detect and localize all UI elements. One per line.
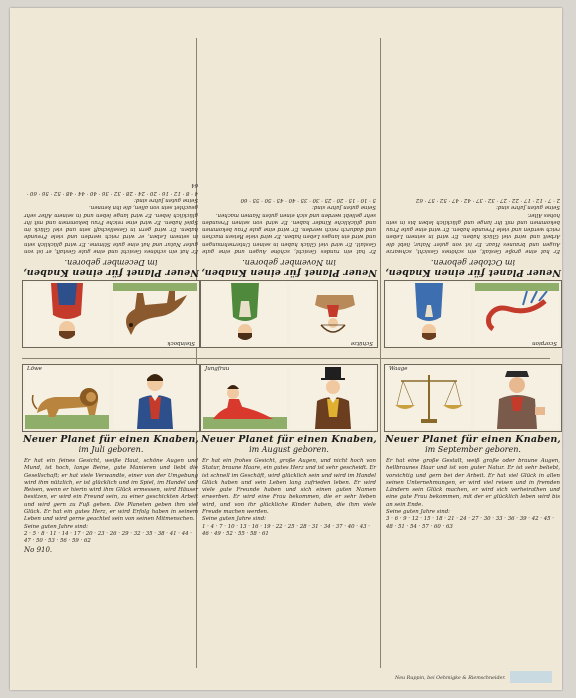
column-divider bbox=[380, 38, 381, 668]
good-years-list: 2 · 7 · 12 · 17 · 22 · 27 · 32 · 37 · 42 · 47 · 52 · 57 · 62 bbox=[416, 196, 560, 203]
good-years-list: 4 · 8 · 12 · 16 · 20 · 24 · 28 · 32 · 36 · 40 · 44 · 48 · 52 · 56 · 60 · 64 bbox=[26, 182, 198, 196]
panel-title: Neuer Planet für einen Knaben, im Juli geboren. bbox=[23, 434, 199, 454]
good-years-list: 3 · 6 · 9 · 12 · 15 · 18 · 21 · 24 · 27 · 30 · 33 · 36 · 39 · 42 · 45 · 48 · 51 · 54 · 57 · 60 · 63 bbox=[386, 516, 554, 530]
illustration-pair bbox=[384, 364, 562, 432]
boy-portrait-illustration bbox=[203, 283, 287, 345]
good-years-label: Seine guten Jahre sind: bbox=[202, 516, 267, 523]
virgin-sign-illustration bbox=[203, 367, 287, 429]
illustration-pair bbox=[200, 364, 378, 432]
panel-title: Neuer Planet für einen Knaben, im September geboren. bbox=[385, 434, 561, 454]
horoscope-text: Er hat ein feines Gesicht, weiße Haut, schöne Augen und Mund, ist hoch, lange Beine, gute Manieren und liebt die Gesellschaft; er hat viele Verwandte, einer von der Umgebung wird ihm nützlich, er ist glücklich und im Spiel, im Handel und Reisen, wenn er hierin wird ihm Glück ermessen, wird Häuser besitzen, er wird ein Freund sein, zu einer geschickten Arbeit und wird gern zu Fuß gehen. Die Planeten geben ihm viel Glück. Er hat ein gutes Herz, er wird Erfolg haben in seinem Leben und wird gerne geachtet sein von seinen Mitmenschen. bbox=[24, 458, 198, 523]
boy-portrait-illustration bbox=[25, 283, 109, 345]
panel-title: Neuer Planet für einen Knaben, im August geboren. bbox=[201, 434, 377, 454]
good-years-list: 2 · 5 · 8 · 11 · 14 · 17 · 20 · 23 · 26 · 29 · 32 · 35 · 38 · 41 · 44 · 47 · 50 · 53 · 56 · 59 · 62 bbox=[24, 530, 192, 545]
scorpion-sign-illustration bbox=[475, 283, 559, 345]
scales-sign-illustration bbox=[387, 367, 471, 429]
horoscope-text: Er hat eine große Gestalt, ein schönes Gesicht, schwarze Augen und braunes Haar. Er ist von guter Natur, liebt die Arbeit und wird viel Glück haben. Er wird in seinem Leben reich werden und viele Freunde haben. Er wird eine gute Frau bekommen und mit ihr lange und glücklich leben bis in sein hohes Alter. bbox=[386, 211, 560, 254]
panel-title: Neuer Planet für einen Knaben, im December geboren. bbox=[23, 258, 199, 278]
row-divider bbox=[22, 358, 550, 359]
printer-imprint: Neu Ruppin, bei Oehmigke & Riemschneider. bbox=[395, 676, 506, 681]
panel-november bbox=[200, 48, 378, 348]
boy-portrait-illustration bbox=[113, 367, 197, 429]
good-years-label: Seine guten Jahre sind: bbox=[386, 509, 451, 516]
horoscope-text: Er hat ein frohes Gesicht, große Augen, und nicht hoch von Statur, braune Haare, ein gutes Herz und ist sehr gescheidt. Er ist schnell im Geschäft, wird glücklich sein und wird im Handel Glück haben und sein Leben lang zufrieden leben. Er wird viele gute Freunde haben und sich einen guten Namen erwerben. Er wird eine Frau bekommen, die er sehr lieben wird, und von ihr glückliche Kinder haben, die ihm viele Freude machen werden. bbox=[202, 458, 376, 516]
lion-sign-illustration bbox=[25, 367, 109, 429]
panel-title: Neuer Planet für einen Knaben, im November geboren. bbox=[201, 258, 377, 278]
panel-september bbox=[384, 364, 562, 682]
zodiac-sign-label: Jungfrau bbox=[205, 366, 230, 372]
illustration-pair bbox=[384, 280, 562, 348]
panel-july bbox=[22, 364, 200, 682]
panel-december bbox=[22, 48, 200, 348]
horoscope-text: Er hat eine große Gestalt, weiß große oder braune Augen, hellbraunes Haar und ist von guter Natur. Er ist sehr beliebt, vorsichtig und gern bei der Arbeit. Er hat viel Glück in allen seinen Unternehmungen, er wird viel reisen und in fremden Ländern sein Glück machen, er wird sich verheirathen und eine gute Frau bekommen, mit der er glücklich leben wird bis an sein Ende. bbox=[386, 458, 560, 508]
archer-sign-illustration bbox=[291, 283, 375, 345]
illustration-pair bbox=[22, 364, 200, 432]
zodiac-sign-label: Steinbock bbox=[167, 340, 195, 346]
man-portrait-illustration bbox=[475, 367, 559, 429]
zodiac-sign-label: Schütze bbox=[350, 340, 373, 346]
good-years-label: Seine guten Jahre sind: bbox=[311, 204, 376, 211]
good-years-list: 1 · 4 · 7 · 10 · 13 · 16 · 19 · 22 · 25 · 28 · 31 · 34 · 37 · 40 · 43 · 46 · 49 · 52 · 55 · 58 · 61 bbox=[202, 523, 370, 537]
zodiac-sign-label: Löwe bbox=[27, 366, 42, 372]
boy-portrait-illustration bbox=[291, 367, 375, 429]
good-years-label: Seine guten Jahre sind: bbox=[495, 204, 560, 211]
panel-october bbox=[384, 48, 562, 348]
sheet-number: No 910. bbox=[24, 545, 53, 554]
boy-portrait-illustration bbox=[387, 283, 471, 345]
panel-title: Neuer Planet für einen Knaben, im October geboren. bbox=[385, 258, 561, 278]
goat-sign-illustration bbox=[113, 283, 197, 345]
good-years-list: 5 · 10 · 15 · 20 · 25 · 30 · 35 · 40 · 45 · 50 · 55 · 60 bbox=[240, 196, 376, 203]
horoscope-text: Er hat ein schönes Gesicht und eine gute Gestalt, er ist von guter Natur und hat eine gute Stimme. Er wird glücklich sein in seinem Leben, er wird reich werden und viele Freunde haben. Er wird gern in Gesellschaft sein und viel Glück im Spiel haben. Er wird eine reiche Frau bekommen und mit ihr glücklich leben. Er wird lange leben und in seinem Alter sehr geachtet sein von allen, die ihn kennen. bbox=[24, 204, 198, 254]
zodiac-sign-label: Scorpion bbox=[532, 340, 557, 346]
panel-august bbox=[200, 364, 378, 682]
good-years-label: Seine guten Jahre sind: bbox=[24, 523, 89, 530]
illustration-pair bbox=[200, 280, 378, 348]
good-years-label: Seine guten Jahre sind: bbox=[133, 196, 198, 203]
illustration-pair bbox=[22, 280, 200, 348]
broadsheet bbox=[10, 8, 562, 690]
zodiac-sign-label: Waage bbox=[389, 366, 408, 372]
paper-stain bbox=[510, 671, 552, 683]
horoscope-text: Er hat ein rundes Gesicht, schöne Augen und eine gute Gestalt. Er wird viel Glück haben in seinen Unternehmungen und wird ein langes Leben haben. Er wird viele Reisen machen und dadurch reich werden. Er wird eine gute Frau bekommen und glückliche Kinder haben. Er wird von seinen Freunden sehr geliebt werden und sich einen guten Namen machen. bbox=[202, 211, 376, 254]
